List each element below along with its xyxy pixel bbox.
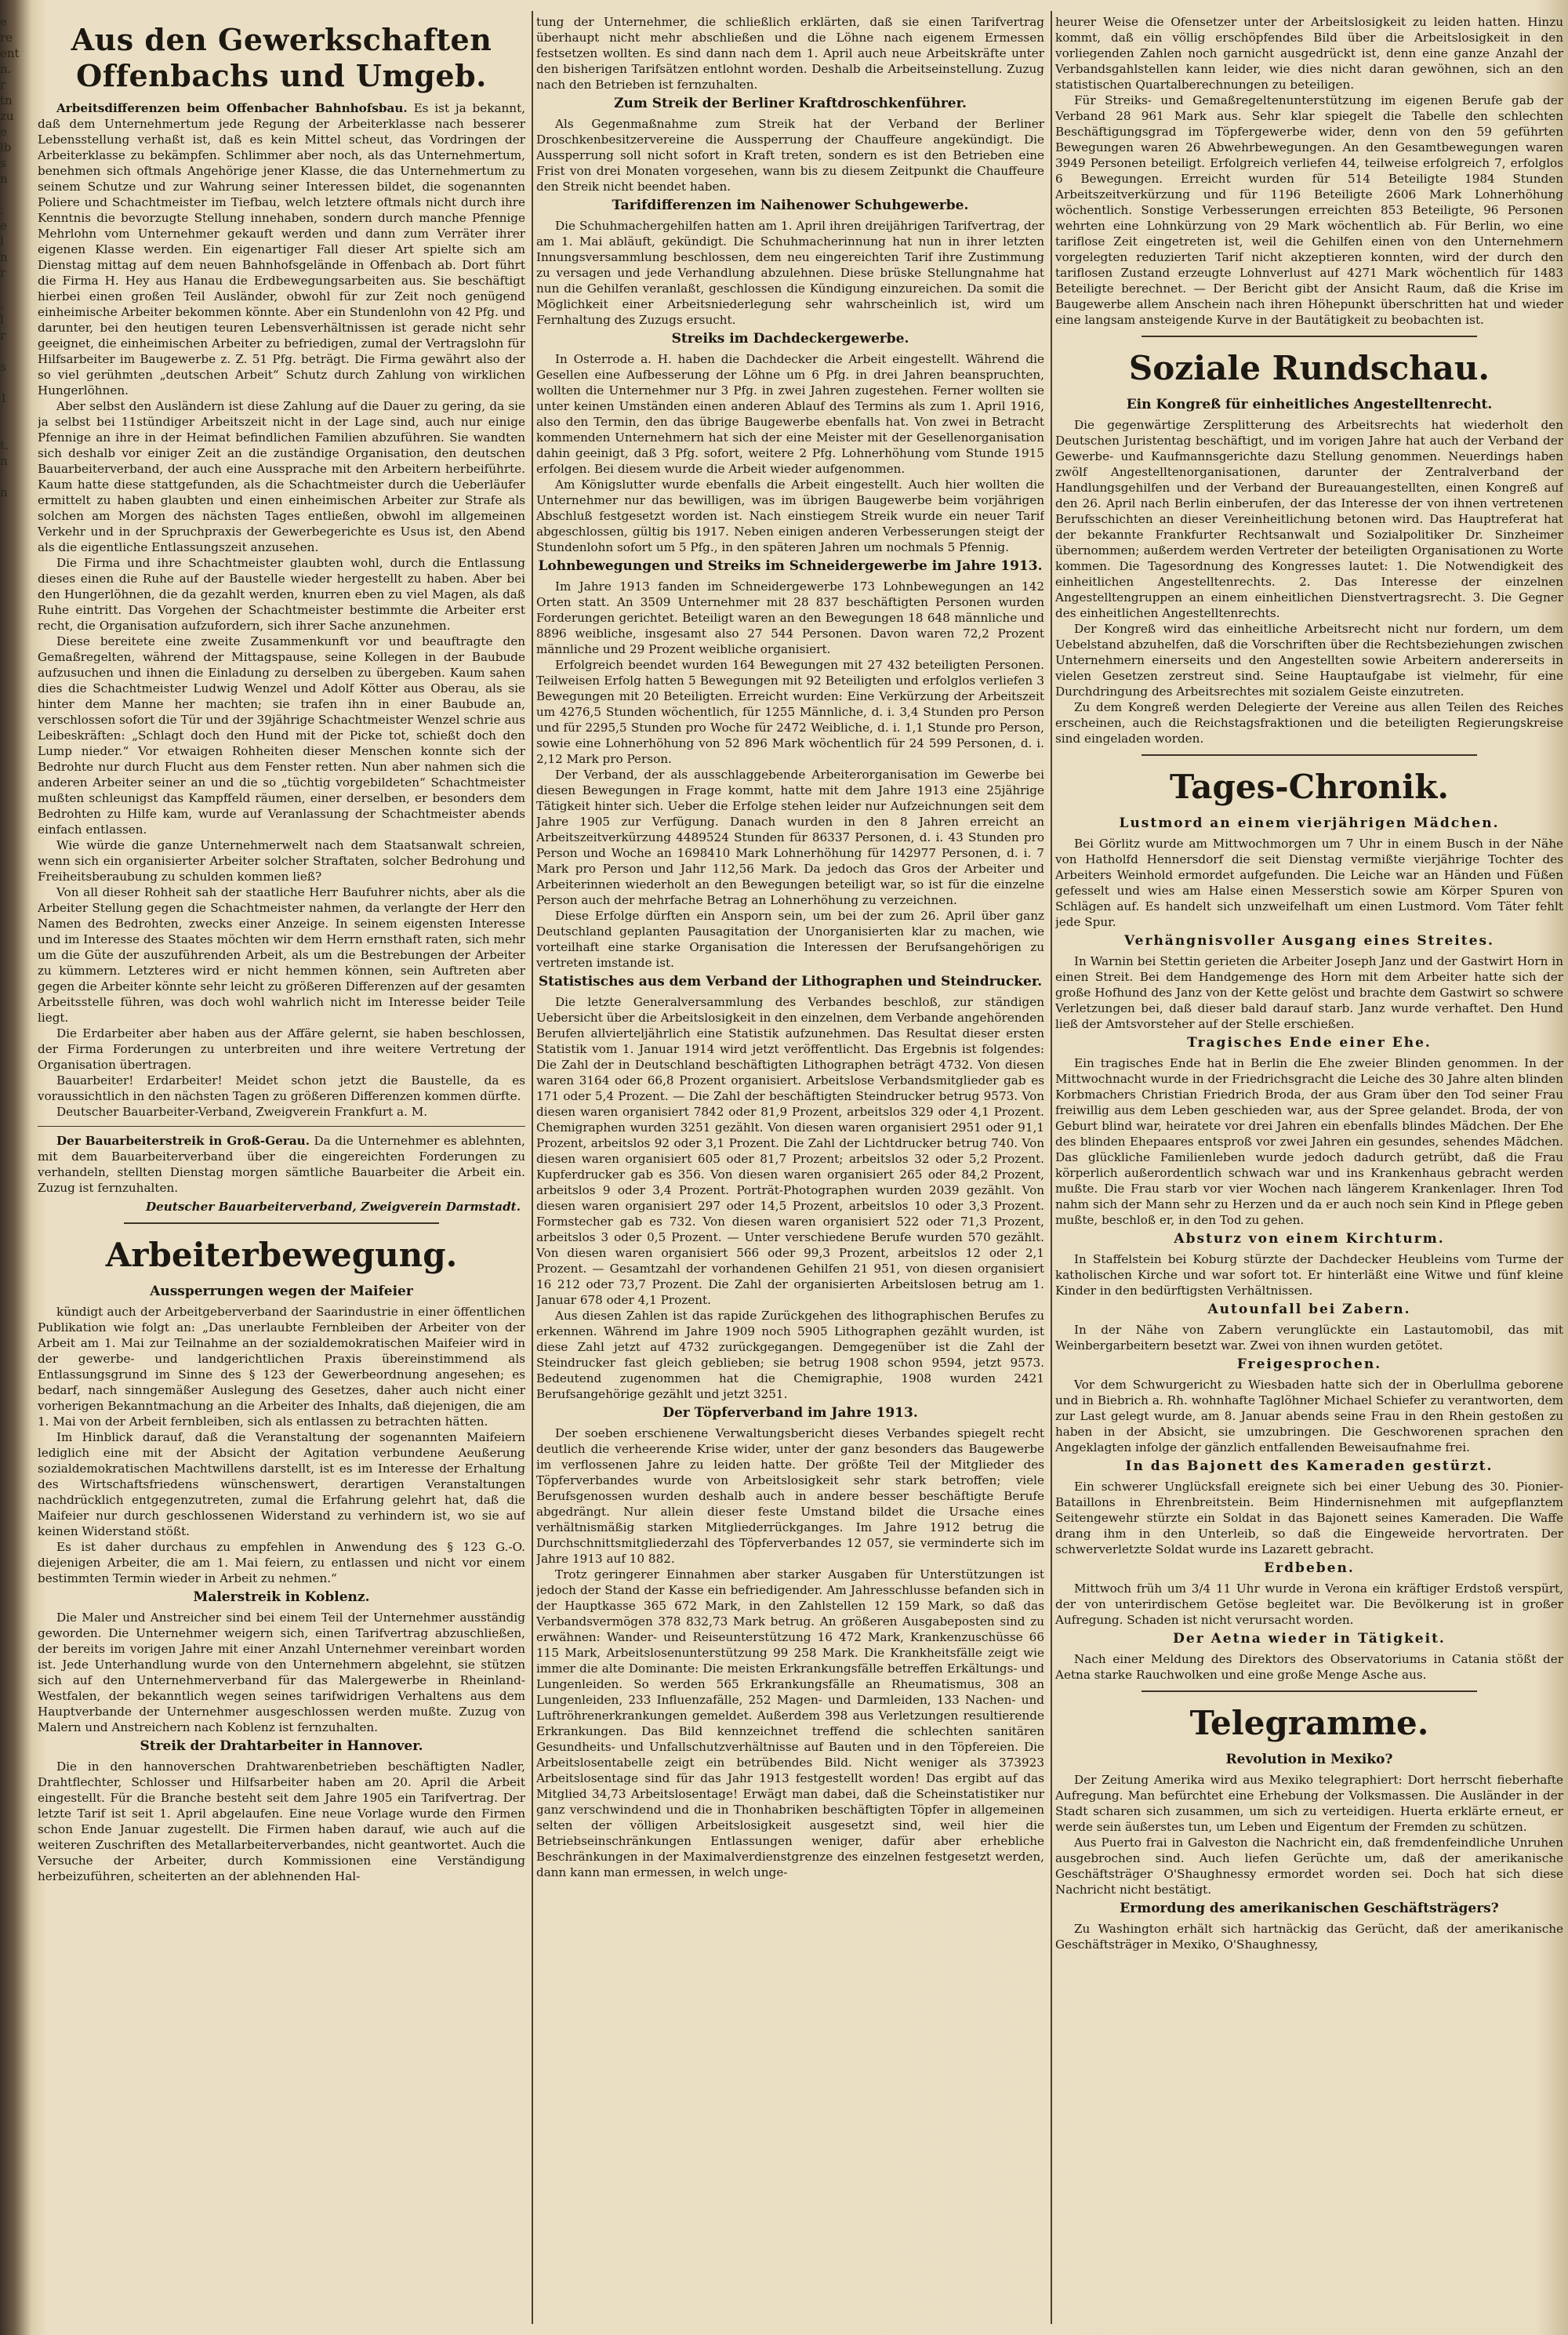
divider	[38, 1126, 525, 1127]
edge-fragment: n	[0, 485, 8, 499]
article-headline: Ermordung des amerikanischen Geschäftsträgers?	[1120, 1901, 1499, 1916]
article-headline: Verhängnisvoller Ausgang eines Streites.	[1124, 933, 1494, 949]
edge-fragment	[0, 422, 31, 438]
article-headline: Streik der Drahtarbeiter in Hannover.	[140, 1738, 423, 1754]
edge-fragment	[0, 187, 31, 202]
article-headline: Autounfall bei Zabern.	[1207, 1302, 1411, 1317]
edge-fragment: ent	[0, 46, 20, 60]
edge-fragment: s	[0, 156, 6, 170]
article-paragraph: Aus Puerto frai in Galveston die Nachricht ein, daß fremdenfeindliche Unruhen ausgebrochen sind. Auch liefen Gerüchte um, daß der amerikanische Geschäftsträger O'Shaughnessy ermordet worden sei. Doch hat sich diese Nachricht nicht bestätigt.	[1055, 1836, 1563, 1897]
article-paragraph: Die in den hannoverschen Drahtwarenbetrieben beschäftigten Nadler, Drahtflechter, Schlosser und Hilfsarbeiter haben am 20. April die Arbeit eingestellt. Für die Branche besteht seit dem Jahre 1905 ein Tarifvertrag. Der letzte Tarif ist seit 1. April abgelaufen. Eine neue Vorlage wurde den Firmen schon Ende Januar zugestellt. Die Firmen haben darauf, wie auch auf die weiteren Zuschriften des Metallarbeiterverbandes, nicht geantwortet. Auch die Versuche der Arbeiter, durch Kommissionen eine Verständigung herbeizuführen, scheiterten an der ablehnenden Hal-	[38, 1759, 525, 1883]
section-title-tages-chronik: Tages-Chronik.	[1170, 768, 1449, 806]
article-paragraph: In Staffelstein bei Koburg stürzte der Dachdecker Heubleins vom Turme der katholischen Kirche und war sofort tot. Er hinterläßt eine Witwe und fünf kleine Kinder in den bedürftigsten Verhältnissen.	[1055, 1252, 1563, 1298]
edge-fragment	[0, 516, 31, 532]
article-paragraph: tung der Unternehmer, die schließlich erklärten, daß sie einen Tarifvertrag überhaupt nicht mehr abschließen und die Löhne nach eigenem Ermessen festsetzen wollten. Es sind dann nach dem 1. April auch neue Arbeitskräfte unter den bisherigen Tarifsätzen entlohnt worden. Deshalb die Arbeitseinstellung. Zuzug nach den Betrieben ist fernzuhalten.	[536, 15, 1044, 92]
article-paragraph: Für Streiks- und Gemaßregeltenunterstützung im eigenen Berufe gab der Verband 28 961 Mark aus. Sehr klar spiegelt die Tabelle den schlechten Beschäftigungsgrad im Töpfergewerbe wider, denn von den 59 geführten Bewegungen waren 26 Abwehrbewegungen. An den Gesamtbewegungen waren 3949 Personen beteiligt. Erfolgreich verliefen 44, teilweise erfolgreich 7, erfolglos 6 Bewegungen. Erreicht wurden für 514 Beteiligte 1984 Stunden Arbeitszeitverkürzung und für 1196 Beteiligte 2606 Mark Lohnerhöhung wöchentlich. Sonstige Verbesserungen erreichten 853 Beteiligte, 96 Personen wehrten eine Lohnkürzung von 29 Mark wöchentlich ab. Für Berlin, wo eine tariflose Zeit eingetreten ist, weil die Gehilfen einen von den Unternehmern vorgelegten reduzierten Tarif nicht akzeptieren konnten, wird der durch den tariflosen Zustand erzeugte Lohnverlust auf 4271 Mark wöchentlich für 1483 Beteiligte berechnet. — Der Bericht gibt der Ansicht Raum, daß die Krise im Baugewerbe allem Anschein nach ihren Höhepunkt überschritten hat und wieder eine langsam ansteigende Kurve in der Bautätigkeit zu beobachten ist.	[1055, 93, 1563, 327]
edge-fragment: lb	[0, 140, 12, 154]
article-headline: Ein Kongreß für einheitliches Angestelltenrecht.	[1126, 397, 1493, 412]
edge-fragment	[0, 281, 31, 296]
article-paragraph: Die Maler und Anstreicher sind bei einem Teil der Unternehmer ausständig geworden. Die Unternehmer weigern sich, einen Tarifvertrag abzuschließen, der bereits im vorigen Jahre mit einer Anzahl Unternehmer vereinbart worden ist. Jede Unterhandlung wurde von den Unternehmern abgelehnt, sie stützen sich auf den Unternehmerverband für das Malergewerbe in Rheinland-Westfalen, der bekanntlich wegen seines tarifwidrigen Verhaltens aus dem Hauptverbande der Unternehmer ausgeschlossen werden mußte. Zuzug von Malern und Anstreichern nach Koblenz ist fernzuhalten.	[38, 1611, 525, 1734]
edge-fragment: n	[0, 250, 8, 264]
edge-fragment	[0, 343, 31, 359]
article-paragraph: heurer Weise die Ofensetzer unter der Arbeitslosigkeit zu leiden hatten. Hinzu kommt, daß ein völlig erschöpfendes Bild über die Arbeitslosigkeit in den vorliegenden Zahlen noch garnicht ausgedrückt ist, denn eine ganze Anzahl der Verbandsgahlstellen kann leider, wie dies nicht daran gewöhnen, sich an den statistischen Quartalberechnungen zu beteiligen.	[1055, 15, 1563, 92]
article-paragraph: Der Kongreß wird das einheitliche Arbeitsrecht nicht nur fordern, um dem Uebelstand abzuhelfen, daß die Vorschriften über die Rechtsbeziehungen zwischen Unternehmern einerseits und den Angestellten sowie Arbeitern andererseits in vielen Gesetzen zerstreut sind. Seine Hauptaufgabe ist vielmehr, für eine Durchdringung des Arbeitsrechtes mit sozialem Geiste einzutreten.	[1055, 622, 1563, 699]
edge-fragment: t.	[0, 438, 9, 452]
article-paragraph: Zu dem Kongreß werden Delegierte der Vereine aus allen Teilen des Reiches erscheinen, auch die Reichstagsfraktionen und die beteiligten Regierungskreise sind eingeladen worden.	[1055, 700, 1563, 746]
article-paragraph: kündigt auch der Arbeitgeberverband der Saarindustrie in einer öffentlichen Publikation wie folgt an: „Das unerlaubte Fernbleiben der Arbeiter von der Arbeit am 1. Mai zur Teilnahme an der sozialdemokratischen Maifeier wird in der gewerbe- und landgerichtlichen Praxis übereinstimmend als Entlassungsgrund im Sinne des § 123 der Gewerbeordnung angesehen; es bedarf, nach sinngemäßer Auslegung des Gesetzes, daher auch nicht einer vorherigen Bekanntmachung an die Arbeiter des Inhalts, daß diejenigen, die am 1. Mai von der Arbeit fernbleiben, sich als entlassen zu betrachten hätten.	[38, 1305, 525, 1429]
article-paragraph: Der Verband, der als ausschlaggebende Arbeiterorganisation im Gewerbe bei diesen Bewegungen in Frage kommt, hatte mit dem Jahre 1913 eine 25jährige Tätigkeit hinter sich. Ueber die Erfolge stehen leider nur Aufzeichnungen seit dem Jahre 1905 zur Verfügung. Danach wurden in den 8 Jahren erreicht an Arbeitszeitverkürzung 4489524 Stunden für 86337 Personen, d. i. 43 Stunden pro Person und Woche an 1698410 Mark Lohnerhöhung für 142977 Personen, d. i. 7 Mark pro Person und Jahr 112,56 Mark. Da jedoch das Gros der Arbeiter und Arbeiterinnen wiederholt an den Bewegungen beteiligt war, so ist für die einzelne Person auch der mehrfache Betrag an Lohnerhöhung zu verzeichnen.	[536, 768, 1044, 907]
article-paragraph: In Osterrode a. H. haben die Dachdecker die Arbeit eingestellt. Während die Gesellen eine Aufbesserung der Löhne um 6 Pfg. in drei Jahren beanspruchten, wollten die Unternehmer nur 3 Pfg. in zwei Jahren zugestehen. Ferner wollten sie unter keinen Umständen einen anderen Ablauf des Termins als zum 1. April 1916, also den Termin, den das übrige Baugewerbe ebenfalls hat. Von zwei in Betracht kommenden Unternehmern hat sich der eine Meister mit der Gesellenorganisation dahin geeinigt, daß 3 Pfg. sofort, weitere 2 Pfg. Lohnerhöhung vom Stunde 1915 erfolgen. Bei diesem wurde die Arbeit wieder aufgenommen.	[536, 352, 1044, 476]
article-paragraph: Als Gegenmaßnahme zum Streik hat der Verband der Berliner Droschkenbesitzervereine die Aussperrung der Chauffeure angekündigt. Die Aussperrung soll nicht sofort in Kraft treten, sondern es ist den Betrieben eine Frist von drei Monaten vorgesehen, wann bis zu diesem Zeitpunkt die Chauffeure den Streik nicht beendet haben.	[536, 117, 1044, 194]
edge-fragment: l	[0, 313, 4, 327]
article-headline: Malerstreik in Koblenz.	[193, 1589, 370, 1605]
article-headline: Der Bauarbeiterstreik in Groß-Gerau.	[56, 1134, 310, 1148]
edge-fragment	[0, 469, 31, 485]
article-headline: Zum Streik der Berliner Kraftdroschkenführer.	[614, 96, 967, 111]
column-rule	[1051, 11, 1052, 2324]
article-paragraph: Am Königslutter wurde ebenfalls die Arbeit eingestellt. Auch hier wollten die Unternehmer nur das bewilligen, was im übrigen Baugewerbe beim vorjährigen Abschluß festgesetzt worden ist. Nach einstiegem Streik wurde ein neuer Tarif abgeschlossen, gültig bis 1917. Neben einigen anderen Verbesserungen steigt der Stundenlohn sofort um 5 Pfg., in den späteren Jahren um nochmals 5 Pfennig.	[536, 478, 1044, 554]
article-paragraph: Mittwoch früh um 3/4 11 Uhr wurde in Verona ein kräftiger Erdstoß verspürt, der von unterirdischem Getöse begleitet war. Die Bevölkerung ist in großer Aufregung. Schaden ist nicht verursacht worden.	[1055, 1581, 1563, 1627]
article-paragraph: Die Erdarbeiter aber haben aus der Affäre gelernt, sie haben beschlossen, der Firma Forderungen zu unterbreiten und ihre weitere Vertretung der Organisation übertragen.	[38, 1026, 525, 1072]
edge-fragment: r	[0, 329, 6, 343]
edge-fragment	[0, 375, 31, 390]
article-paragraph: Nach einer Meldung des Direktors des Observatoriums in Catania stößt der Aetna starke Rauchwolken und eine große Menge Asche aus.	[1055, 1652, 1563, 1682]
article-paragraph: Die letzte Generalversammlung des Verbandes beschloß, zur ständigen Uebersicht über die Arbeitslosigkeit in den einzelnen, dem Verbande angehörenden Berufen allvierteljährlich eine Statistik aufzunehmen. Das Resultat dieser ersten Statistik vom 1. Januar 1914 wird jetzt veröffentlicht. Das Ergebnis ist folgendes: Die Zahl der in Deutschland beschäftigten Lithographen beträgt 4732. Von diesen waren 3164 oder 66,8 Prozent organisiert. Arbeitslose Verbandsmitglieder gab es 171 oder 5,4 Prozent. — Die Zahl der beschäftigten Steindrucker betrug 9573. Von diesen waren organisiert 7842 oder 81,9 Prozent, arbeitslos 329 oder 4,1 Prozent. Chemigraphen wurden 3251 gezählt. Von diesen waren organisiert 2951 oder 91,1 Prozent, arbeitslos 92 oder 3,1 Prozent. Die Zahl der Lichtdrucker betrug 740. Von diesen waren organisiert 605 oder 81,7 Prozent; arbeitslos 32 oder 5,2 Prozent. Kupferdrucker gab es 356. Von diesen waren organisiert 265 oder 84,2 Prozent, arbeitslos 9 oder 3,4 Prozent. Porträt-Photographen wurden 2039 gezählt. Von diesen waren organisiert 297 oder 14,5 Prozent, arbeitslos 10 oder 3,3 Prozent. Formstecher gab es 732. Von diesen waren organisiert 522 oder 71,3 Prozent, arbeitslos 3 oder 0,5 Prozent. — Unter verschiedene Berufe wurden 570 gezählt. Von diesen waren organisiert 566 oder 99,3 Prozent, arbeitslos 12 oder 2,1 Prozent. — Gesamtzahl der vorhandenen Gehilfen 21 951, von diesen organisiert 16 212 oder 73,7 Prozent. Die Zahl der organisierten Arbeitslosen betrug am 1. Januar 678 oder 4,1 Prozent.	[536, 995, 1044, 1307]
article-headline: Tarifdifferenzen im Naihenower Schuhgewerbe.	[612, 198, 969, 213]
article-paragraph: Bauarbeiter! Erdarbeiter! Meidet schon jetzt die Baustelle, da es voraussichtlich in den nächsten Tagen zu größeren Differenzen kommen dürfte.	[38, 1073, 525, 1103]
edge-fragment: n	[0, 172, 8, 186]
article-signature: Deutscher Bauarbeiter-Verband, Zweigverein Frankfurt a. M.	[56, 1105, 428, 1119]
divider	[124, 1222, 439, 1224]
article-paragraph: Ein tragisches Ende hat in Berlin die Ehe zweier Blinden genommen. In der Mittwochnacht wurde in der Friedrichsgracht die Leiche des 30 Jahre alten blinden Korbmachers Christian Friedrich Broda, der aus Gram über den Tod seiner Frau freiwillig aus dem Leben geschieden war, aus der Spree gelandet. Broda, der von Geburt blind war, heiratete vor drei Jahren ein ebenfalls blindes Mädchen. Der Ehe des blinden Ehepaares entsproß vor zwei Jahren ein gesundes, sehendes Mädchen. Das glückliche Familienleben wurde jedoch dadurch getrübt, daß die Frau körperlich außerordentlich schwach war und ins Krankenhaus gebracht werden mußte. Die Frau starb vor vier Wochen nach längerem Krankenlager. Ihren Tod nahm sich der Mann sehr zu Herzen und da er auch noch sein Kind in Pflege geben mußte, beschloß er, in den Tod zu gehen.	[1055, 1056, 1563, 1227]
edge-fragment: 1	[0, 391, 8, 405]
edge-fragment: r	[0, 78, 6, 92]
edge-fragment	[0, 406, 31, 422]
column-rule	[532, 11, 533, 2324]
article-paragraph: Es ist daher durchaus zu empfehlen in Anwendung des § 123 G.-O. diejenigen Arbeiter, die am 1. Mai feiern, zu entlassen und nicht vor einem bestimmten Termin wieder in Arbeit zu nehmen.“	[38, 1540, 525, 1585]
article-paragraph: In der Nähe von Zabern verunglückte ein Lastautomobil, das mit Weinbergarbeitern besetzt war. Zwei von ihnen wurden getötet.	[1055, 1323, 1563, 1353]
article-headline: Freigesprochen.	[1236, 1356, 1382, 1372]
article-paragraph: Ein schwerer Unglücksfall ereignete sich bei einer Uebung des 30. Pionier-Bataillons in Ehrenbreitstein. Beim Hindernisnehmen mit aufgepflanztem Seitengewehr stürzte ein Soldat in das Bajonett seines Kameraden. Die Waffe drang ihm in den Unterleib, so daß die Eingeweide hervortraten. Der schwerverletzte Soldat wurde ins Lazarett gebracht.	[1055, 1480, 1563, 1556]
divider	[1142, 1690, 1477, 1692]
edge-fragment: r	[0, 266, 6, 280]
edge-fragment: n.	[0, 62, 12, 76]
article-paragraph: Arbeitsdifferenzen beim Offenbacher Bahnhofsbau. Es ist ja bekannt, daß dem Unternehmertum jede Regung der Arbeiterklasse nach besserer Lebensstellung verhaßt ist, daß es kein Mittel scheut, das Vordringen der Arbeiterklasse zu bekämpfen. Schlimmer aber noch, als das Unternehmertum, benehmen sich oftmals Angehörige jener Klasse, die das Unternehmertum zu seinem Schutze und zur Wahrung seiner Interessen bildet, die sogenannten Poliere und Schachtmeister im Tiefbau, welch letztere oftmals nicht durch ihre Kenntnis die bevorzugte Stellung innehaben, sondern durch manche Pfennige Mehrlohn vom Unternehmer gekauft werden und dann zum Verräter ihrer eigenen Klasse werden. Ein eigenartiger Fall dieser Art spielte sich am Dienstag mittag auf dem neuen Bahnhofsgelände in Offenbach ab. Dort führt die Firma H. Hey aus Hanau die Erdbewegungsarbeiten aus. Sie beschäftigt hierbei einen großen Teil Ausländer, obwohl für zur Zeit noch genügend einheimische Arbeiter bekommen könnte. Aber ein Stundenlohn von 42 Pfg. und darunter, bei den heutigen teuren Lebensverhältnissen ist gerade nicht sehr geeignet, die einheimischen Arbeiter zu befriedigen, zumal der Vertragslohn für Hilfsarbeiter im Baugewerbe z. Z. 51 Pfg. beträgt. Die Firma gewährt also der so viel gerühmten „deutschen Arbeit“ Schutz durch Zahlung von wirklichen Hungerlöhnen.	[38, 101, 525, 398]
article-headline: Der Töpferverband im Jahre 1913.	[662, 1405, 918, 1421]
article-headline: Absturz von einem Kirchturm.	[1174, 1231, 1445, 1247]
article-headline: Der Aetna wieder in Tätigkeit.	[1173, 1631, 1446, 1647]
section-title-soziale-rundschau: Soziale Rundschau.	[1128, 349, 1490, 387]
article-paragraph: Trotz geringerer Einnahmen aber starker Ausgaben für Unterstützungen ist jedoch der Stand der Kasse ein befriedigender. Am Jahresschlusse befanden sich in der Hauptkasse 365 672 Mark, in den Zahlstellen 12 159 Mark, so daß das Verbandsvermögen 378 832,73 Mark betrug. An größeren Ausgabeposten sind zu erwähnen: Wander- und Reiseunterstützung 16 472 Mark, Krankenzuschüsse 66 115 Mark, Arbeitslosenunterstützung 99 258 Mark. Die Krankheitsfälle zeigt wie immer die alte Dominante: Die meisten Erkrankungsfälle betreffen Erkältungs- und Lungenleiden. So werden 565 Erkrankungsfälle an Rheumatismus, 308 an Lungenleiden, 233 Influenzafälle, 252 Magen- und Darmleiden, 133 Nachen- und Luftröhrenerkrankungen gemeldet. Außerdem 398 aus Verletzungen resultierende Erkrankungen. Das Bild kennzeichnet treffend die schlechten sanitären Gesundheits- und Unfallschutzverhältnisse auf Bauten und in den Töpfereien. Die Arbeitslosentabelle zeigt ein betrübendes Bild. Nicht weniger als 373923 Arbeitslosentage sind für das Jahr 1913 festgestellt worden! Das ergibt auf das Mitglied 34,73 Arbeitslosentage! Erwägt man dabei, daß die Scheinstatistiker nur ganz verschwindend und die in Thonhabriken beschäftigten Töpfer in allgemeinen selten der völligen Arbeitslosigkeit ausgesetzt sind, weil hier die Betriebseinschränkungen Entlassungen weniger, dafür aber erhebliche Beschränkungen in der Maximalverdienstgrenze des einzelnen festgesetzt werden, dann kann man ermessen, in welch unge-	[536, 1567, 1044, 1879]
article-headline: Arbeitsdifferenzen beim Offenbacher Bahnhofsbau.	[56, 101, 408, 115]
edge-fragment: .	[0, 203, 4, 217]
article-paragraph: Der soeben erschienene Verwaltungsbericht dieses Verbandes spiegelt recht deutlich die verheerende Krise wider, unter der ganz besonders das Baugewerbe im verflossenen Jahre zu leiden hatte. Der größte Teil der Mitglieder des Töpferverbandes wurde von Arbeitslosigkeit sehr stark betroffen; viele Berufsgenossen wurden deshalb auch in andere besser beschäftigte Berufe abgedrängt. Nur allein dieser feste Umstand bildet die Ursache eines verhältnismäßig starken Mitgliederrückganges. Im Jahre 1912 betrug die Durchschnittsmitgliederzahl des Töpferverbandes 12 057, sie verminderte sich im Jahre 1913 auf 10 882.	[536, 1426, 1044, 1566]
article-headline: Revolution in Mexiko?	[1225, 1752, 1393, 1767]
article-headline: Erdbeben.	[1264, 1560, 1355, 1576]
article-headline: Lohnbewegungen und Streiks im Schneidergewerbe im Jahre 1913.	[538, 558, 1043, 574]
edge-fragment: re	[0, 31, 13, 45]
edge-fragment	[0, 500, 31, 516]
article-headline: Aussperrungen wegen der Maifeier	[150, 1284, 413, 1299]
article-paragraph: Der Bauarbeiterstreik in Groß-Gerau. Da die Unternehmer es ablehnten, mit dem Bauarbeiterverband über die eingereichten Forderungen zu verhandeln, stellten Dienstag morgen sämtliche Bauarbeiter die Arbeit ein. Zuzug ist fernzuhalten.	[38, 1134, 525, 1195]
edge-fragment: tn	[0, 93, 13, 107]
edge-fragment: l	[0, 234, 4, 249]
article-headline: Tragisches Ende einer Ehe.	[1187, 1035, 1432, 1051]
section-title-arbeiterbewegung: Arbeiterbewegung.	[105, 1236, 458, 1274]
edge-fragment: e	[0, 15, 7, 29]
article-paragraph: Die gegenwärtige Zersplitterung des Arbeitsrechts hat wiederholt den Deutschen Juristentag beschäftigt, und im vorigen Jahre hat auch der Verband der Gewerbe- und Kaufmannsgerichte dazu Stellung genommen. Neuerdings haben zwölf Angestelltenorganisationen, darunter der Zentralverband der Handlungsgehilfen und der Verband der Bureauangestellten, einen Kongreß auf den 26. April nach Berlin einberufen, der das Interesse der von ihnen vertretenen Berufsschichten an dieser Vereinheitlichung betonen wird. Das Hauptreferat hat der bekannte Frankfurter Rechtsanwalt und Sozialpolitiker Dr. Sinzheimer übernommen; außerdem werden Vertreter der beteiligten Organisationen zu Worte kommen. Die Tagesordnung des Kongresses lautet: 1. Die Notwendigkeit des einheitlichen Angestelltenrechts. 2. Das Interesse der einzelnen Angestelltengruppen an einem einheitlichen Dienstvertragsrecht. 3. Die Gegner des einheitlichen Angestelltenrechts.	[1055, 418, 1563, 620]
edge-fragment: n	[0, 454, 8, 468]
article-paragraph: Diese bereitete eine zweite Zusammenkunft vor und beauftragte den Gemaßregelten, während der Mittagspause, seine Kollegen in der Baubude aufzusuchen und ihnen die Einladung zu derselben zu übergeben. Kaum sahen dies die Schachtmeister Ludwig Wenzel und Adolf Kötter aus Oberau, als sie hinter dem Manne her machten; sie trafen ihn in einer Baubude an, verschlossen sofort die Tür und der 39jährige Schachtmeister Wenzel schrie aus Leibeskräften: „Schlagt doch den Hund mit der Picke tot, schießt doch den Lump nieder.“ Vor etwaigen Rohheiten dieser Menschen konnte sich der Bedrohte nur durch Flucht aus dem Fenster retten. Nun aber nahmen sich die anderen Arbeiter seiner an und die so „tüchtig vorgebildeten“ Schachtmeister mußten schleunigst das Kampffeld räumen, einer derselben, er besonders dem Bedrohten zu Hilfe kam, wurde auf Veranlassung der Schachtmeister abends einfach entlassen.	[38, 634, 525, 837]
article-headline: In das Bajonett des Kameraden gestürzt.	[1125, 1458, 1494, 1474]
column-3	[1055, 14, 1563, 1952]
article-paragraph: Wie würde die ganze Unternehmerwelt nach dem Staatsanwalt schreien, wenn sich ein organisierter Arbeiter solcher Straftaten, solcher Bedrohung und Freiheitsberaubung zu schulden kommen ließ?	[38, 838, 525, 884]
article-paragraph: Vor dem Schwurgericht zu Wiesbaden hatte sich der in Oberlullma geborene und in Biebrich a. Rh. wohnhafte Taglöhner Michael Schiefer zu verantworten, dem zur Last gelegt wurde, am 8. Januar abends seine Frau in den Rhein gestoßen zu haben in der Absicht, sie umzubringen. Die Geschworenen sprachen den Angeklagten infolge der gänzlich entfallenden Beweisaufnahme frei.	[1055, 1378, 1563, 1454]
section-title-gewerkschaften: Aus den Gewerkschaften Offenbachs und Umgeb.	[71, 22, 492, 93]
divider	[1142, 754, 1477, 756]
article-paragraph: Aus diesen Zahlen ist das rapide Zurückgehen des lithographischen Berufes zu erkennen. Während im Jahre 1909 noch 5905 Lithographen gezählt wurden, ist diese Zahl jetzt auf 4732 zurückgegangen. Demgegenüber ist die Zahl der Steindrucker fast gleich geblieben; sie betrug 1908 schon 9594, jetzt 9573. Bedeutend zugenommen hat die Chemigraphie, 1908 wurden 2421 Berufsangehörige gezählt und jetzt 3251.	[536, 1309, 1044, 1401]
article-paragraph: Die Schuhmachergehilfen hatten am 1. April ihren dreijährigen Tarifvertrag, der am 1. Mai abläuft, gekündigt. Die Schuhmacherinnung hat nun in ihrer letzten Innungsversammlung beschlossen, dem neu eingereichten Tarif ihre Zustimmung zu versagen und jede Verhandlung abzulehnen. Diese brüske Stellungnahme hat nun die Gehilfen veranlaßt, geschlossen die Kündigung einzureichen. Da somit die Möglichkeit einer Arbeitsniederlegung sehr wahrscheinlich ist, wird um Fernhaltung des Zuzugs ersucht.	[536, 219, 1044, 327]
article-paragraph: Die Firma und ihre Schachtmeister glaubten wohl, durch die Entlassung dieses einen die Ruhe auf der Baustelle wieder hergestellt zu haben. Aber bei den Hungerlöhnen, die da gezahlt werden, knurren eben zu viel Magen, als daß Ruhe eintritt. Das Vorgehen der Schachtmeister bestimmte die Arbeiter erst recht, die Organisation aufzufordern, sich ihrer Sache anzunehmen.	[38, 556, 525, 633]
article-headline: Streiks im Dachdeckergewerbe.	[671, 331, 909, 347]
divider	[1142, 336, 1477, 337]
article-paragraph: Im Jahre 1913 fanden im Schneidergewerbe 173 Lohnbewegungen an 142 Orten statt. An 3509 Unternehmer mit 28 837 beschäftigten Personen wurden Forderungen gerichtet. Beteiligt waren an den Bewegungen 18 648 männliche und 8896 weibliche, insgesamt also 27 544 Personen. Davon waren 72,2 Prozent männliche und 29 Prozent weibliche organisiert.	[536, 579, 1044, 656]
article-paragraph: Aber selbst den Ausländern ist diese Zahlung auf die Dauer zu gering, da sie ja selbst bei 11stündiger Arbeitszeit nicht in der Lage sind, auch nur einige Pfennige an ihre in der Heimat befindlichen Familien abzuführen. Sie wandten sich deshalb vor einiger Zeit an die zuständige Organisation, den deutschen Bauarbeiterverband, der auch eine Aussprache mit den Arbeitern herbeiführte. Kaum hatte diese stattgefunden, als die Schachtmeister durch die Ueberläufer ermittelt zu haben glaubten und einen einheimischen Arbeiter zur Strafe als solchen am Morgen des nächsten Tages entließen, obwohl im allgemeinen Verkehr und in der Spruchpraxis der Gewerbegerichte es Usus ist, den Abend als die eigentliche Entlassungszeit anzusehen.	[38, 399, 525, 554]
column-2	[536, 14, 1044, 1880]
column-1	[38, 14, 525, 1884]
edge-fragment: s	[0, 360, 6, 374]
section-title-telegramme: Telegramme.	[1189, 1704, 1429, 1742]
edge-fragment: zu	[0, 109, 14, 123]
edge-fragment: e	[0, 125, 7, 139]
article-paragraph: Zu Washington erhält sich hartnäckig das Gerücht, daß der amerikanische Geschäftsträger in Mexiko, O'Shaughnessy,	[1055, 1922, 1563, 1952]
article-headline: Statistisches aus dem Verband der Lithographen und Steindrucker.	[538, 974, 1043, 990]
article-headline: Lustmord an einem vierjährigen Mädchen.	[1119, 815, 1500, 831]
edge-fragment: .	[0, 297, 4, 311]
article-paragraph: In Warnin bei Stettin gerieten die Arbeiter Joseph Janz und der Gastwirt Horn in einen Streit. Bei dem Handgemenge des Horn mit dem Arbeiter hatte sich der große Hofhund des Janz von der Kette gelöst und brachte dem Gastwirt so schwere Verletzungen bei, daß dieser bald darauf starb. Janz wurde verhaftet. Den Hund ließ der Amtsvorsteher auf der Stelle erschießen.	[1055, 954, 1563, 1031]
edge-fragment: e	[0, 219, 7, 233]
left-edge-fragments	[0, 14, 31, 532]
article-paragraph: Bei Görlitz wurde am Mittwochmorgen um 7 Uhr in einem Busch in der Nähe von Hatholfd Hennersdorf die seit Dienstag vermißte vierjährige Tochter des Arbeiters Weinhold ermordet aufgefunden. Die Leiche war an Händen und Füßen gefesselt und wies am Halse einen Messerstich sowie am Körper Spuren von Schlägen auf. Es handelt sich unzweifelhaft um einen Lustmord. Vom Täter fehlt jede Spur.	[1055, 837, 1563, 929]
article-paragraph: Erfolgreich beendet wurden 164 Bewegungen mit 27 432 beteiligten Personen. Teilweisen Erfolg hatten 5 Bewegungen mit 92 Beteiligten und erfolglos verliefen 3 Bewegungen mit 20 Beteiligten. Erreicht wurden: Eine Verkürzung der Arbeitszeit um 4276,5 Stunden wöchentlich, für 1255 Männliche, d. i. 3,4 Stunden pro Person und für 2295,5 Stunden pro Woche für 2472 Weibliche, d. i. 1,1 Stunde pro Person, sowie eine Lohnerhöhung von 52 896 Mark wöchentlich für 24 599 Personen, d. i. 2,12 Mark pro Person.	[536, 658, 1044, 766]
article-paragraph: Von all dieser Rohheit sah der staatliche Herr Baufuhrer nichts, aber als die Arbeiter Stellung gegen die Schachtmeister nahmen, da verlangte der Herr den Namen des Bedrohten, zwecks einer Anzeige. In seinem eigensten Interesse und im Interesse des Staates möchten wir dem Herrn ernsthaft raten, sich mehr um die Güte der auszuführenden Arbeit, als um die Bestrebungen der Arbeiter zu kümmern. Letzteres wird er nicht hemmen können, sein Auftreten aber gegen die Arbeiter könnte sehr leicht zu größeren Differenzen auf der gesamten Arbeitsstelle führen, was doch wohl wahrlich nicht im Interesse beider Teile liegt.	[38, 885, 525, 1025]
article-signature: Deutscher Bauarbeiterverband, Zweigverein Darmstadt.	[145, 1200, 521, 1214]
article-paragraph: Diese Erfolge dürften ein Ansporn sein, um bei der zum 26. April über ganz Deutschland geplanten Pausagitation der Unorganisierten klar zu machen, wie vorteilhaft eine starke Organisation die Interessen der Berufsangehörigen zu vertreten imstande ist.	[536, 909, 1044, 970]
article-paragraph: Im Hinblick darauf, daß die Veranstaltung der sogenannten Maifeiern lediglich eine mit der Absicht der Agitation verbundene Aeußerung sozialdemokratischen Machtwillens darstellt, ist es im Interesse der Erhaltung des Wirtschaftsfriedens wünschenswert, derartigen Veranstaltungen nachdrücklich entgegenzutreten, zumal die Erfahrung gelehrt hat, daß die Maifeier nur durch geschlossenen Widerstand zu verhindern ist, wo sie auf keinen Widerstand stößt.	[38, 1430, 525, 1538]
article-paragraph: Der Zeitung Amerika wird aus Mexiko telegraphiert: Dort herrscht fieberhafte Aufregung. Man befürchtet eine Erhebung der Volksmassen. Die Ausländer in der Stadt scharen sich zusammen, um sich zu verteidigen. Huerta erklärte erneut, er werde sein äußerstes tun, um Leben und Eigentum der Fremden zu schützen.	[1055, 1773, 1563, 1834]
